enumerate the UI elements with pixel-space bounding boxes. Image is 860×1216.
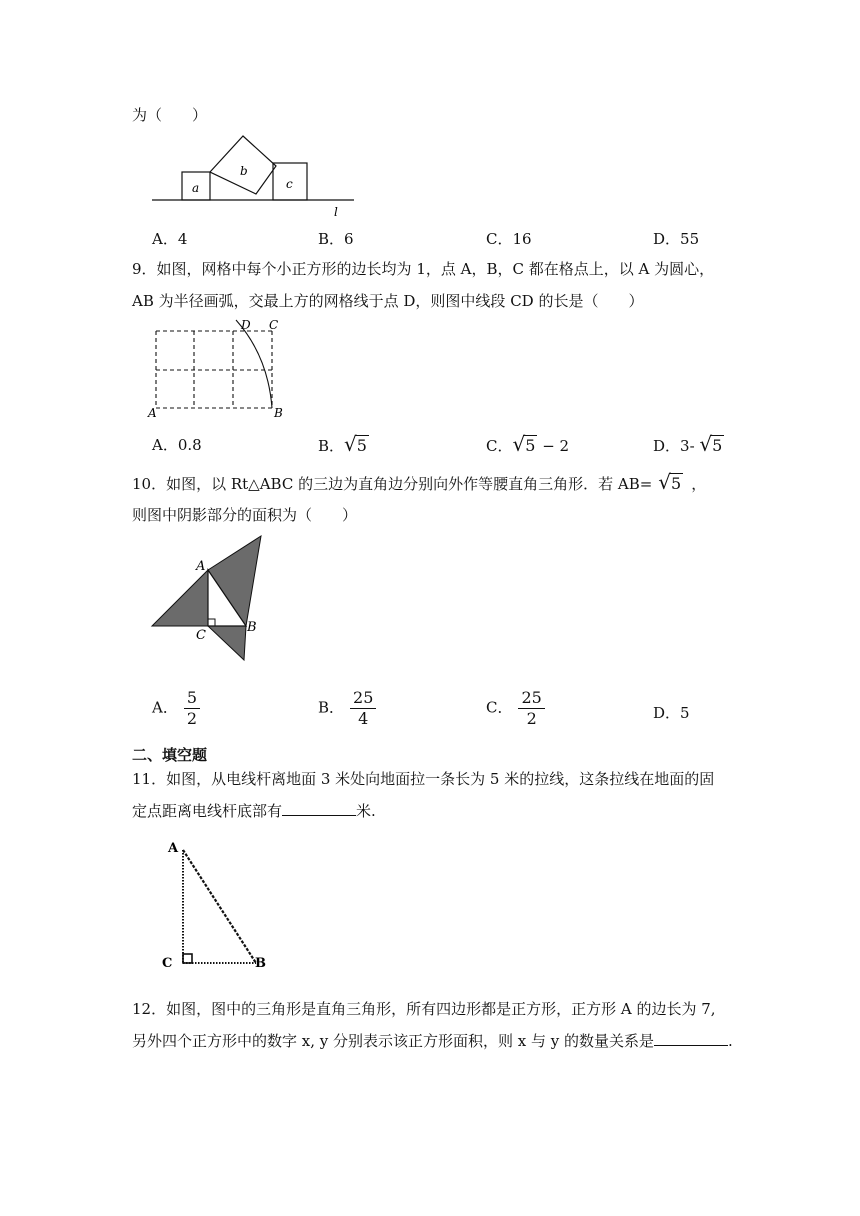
q8-label-b: b — [240, 164, 248, 178]
q11-line1: 11．如图，从电线杆离地面 3 米处向地面拉一条长为 5 米的拉线，这条拉线在地面的固 — [132, 770, 715, 788]
q9-option-a: A．0.8 — [152, 436, 202, 454]
q11-label-c: C — [162, 956, 173, 971]
q8-figure — [148, 130, 368, 220]
q9-label-a: A — [148, 406, 157, 420]
q12-line2: 另外四个正方形中的数字 x, y 分别表示该正方形面积，则 x 与 y 的数量关系是 . — [132, 1032, 733, 1050]
q9-option-c: C．√5 − 2 — [486, 432, 570, 456]
q10-option-b: B． $\frac{25}{4}$ — [318, 688, 376, 729]
q8-option-a: A．4 — [152, 230, 188, 248]
q8-option-d: D．55 — [653, 230, 700, 248]
q9-line2: AB 为半径画弧，交最上方的网格线于点 D，则图中线段 CD 的长是（ ） — [132, 292, 644, 310]
q10-label-c: C — [196, 628, 206, 643]
q8-label-a: a — [192, 181, 200, 195]
q9-label-b: B — [274, 406, 283, 420]
q11-line2: 定点距离电线杆底部有 米. — [132, 802, 376, 820]
q10-option-a: A． $\frac{5}{2}$ — [152, 688, 200, 729]
q10-option-c: C． $\frac{25}{2}$ — [486, 688, 545, 729]
q9-label-d: D — [241, 318, 251, 332]
q10-line2: 则图中阴影部分的面积为（ ） — [132, 506, 358, 524]
q11-label-b: B — [255, 956, 266, 971]
q8-option-b: B．6 — [318, 230, 354, 248]
q8-option-c: C．16 — [486, 230, 532, 248]
q12-answer-blank[interactable] — [654, 1031, 728, 1046]
q10-label-a: A — [196, 559, 206, 574]
q11-figure — [158, 836, 278, 972]
q8-label-c: c — [286, 177, 293, 191]
q10-option-d: D．5 — [653, 704, 690, 722]
q9-label-c: C — [269, 318, 279, 332]
q10-label-b: B — [247, 620, 257, 635]
q12-line1: 12．如图，图中的三角形是直角三角形，所有四边形都是正方形，正方形 A 的边长为 7, — [132, 1000, 716, 1018]
q8-stem-tail: 为（ ） — [132, 106, 208, 124]
q10-figure — [148, 532, 268, 664]
section-heading: 二、填空题 — [132, 746, 208, 764]
q8-label-l: l — [334, 205, 338, 219]
q9-figure — [146, 316, 296, 422]
q9-line1: 9．如图，网格中每个小正方形的边长均为 1，点 A，B，C 都在格点上，以 A 为圆心， — [132, 260, 715, 278]
q11-label-a: A — [168, 841, 179, 856]
q10-line1: 10．如图，以 Rt△ABC 的三边为直角边分别向外作等腰直角三角形．若 AB= √5 ， — [132, 470, 707, 494]
q9-option-b: B．√5 — [318, 432, 367, 456]
q9-option-d: D．3- √5 — [653, 432, 723, 456]
q11-answer-blank[interactable] — [282, 801, 356, 816]
